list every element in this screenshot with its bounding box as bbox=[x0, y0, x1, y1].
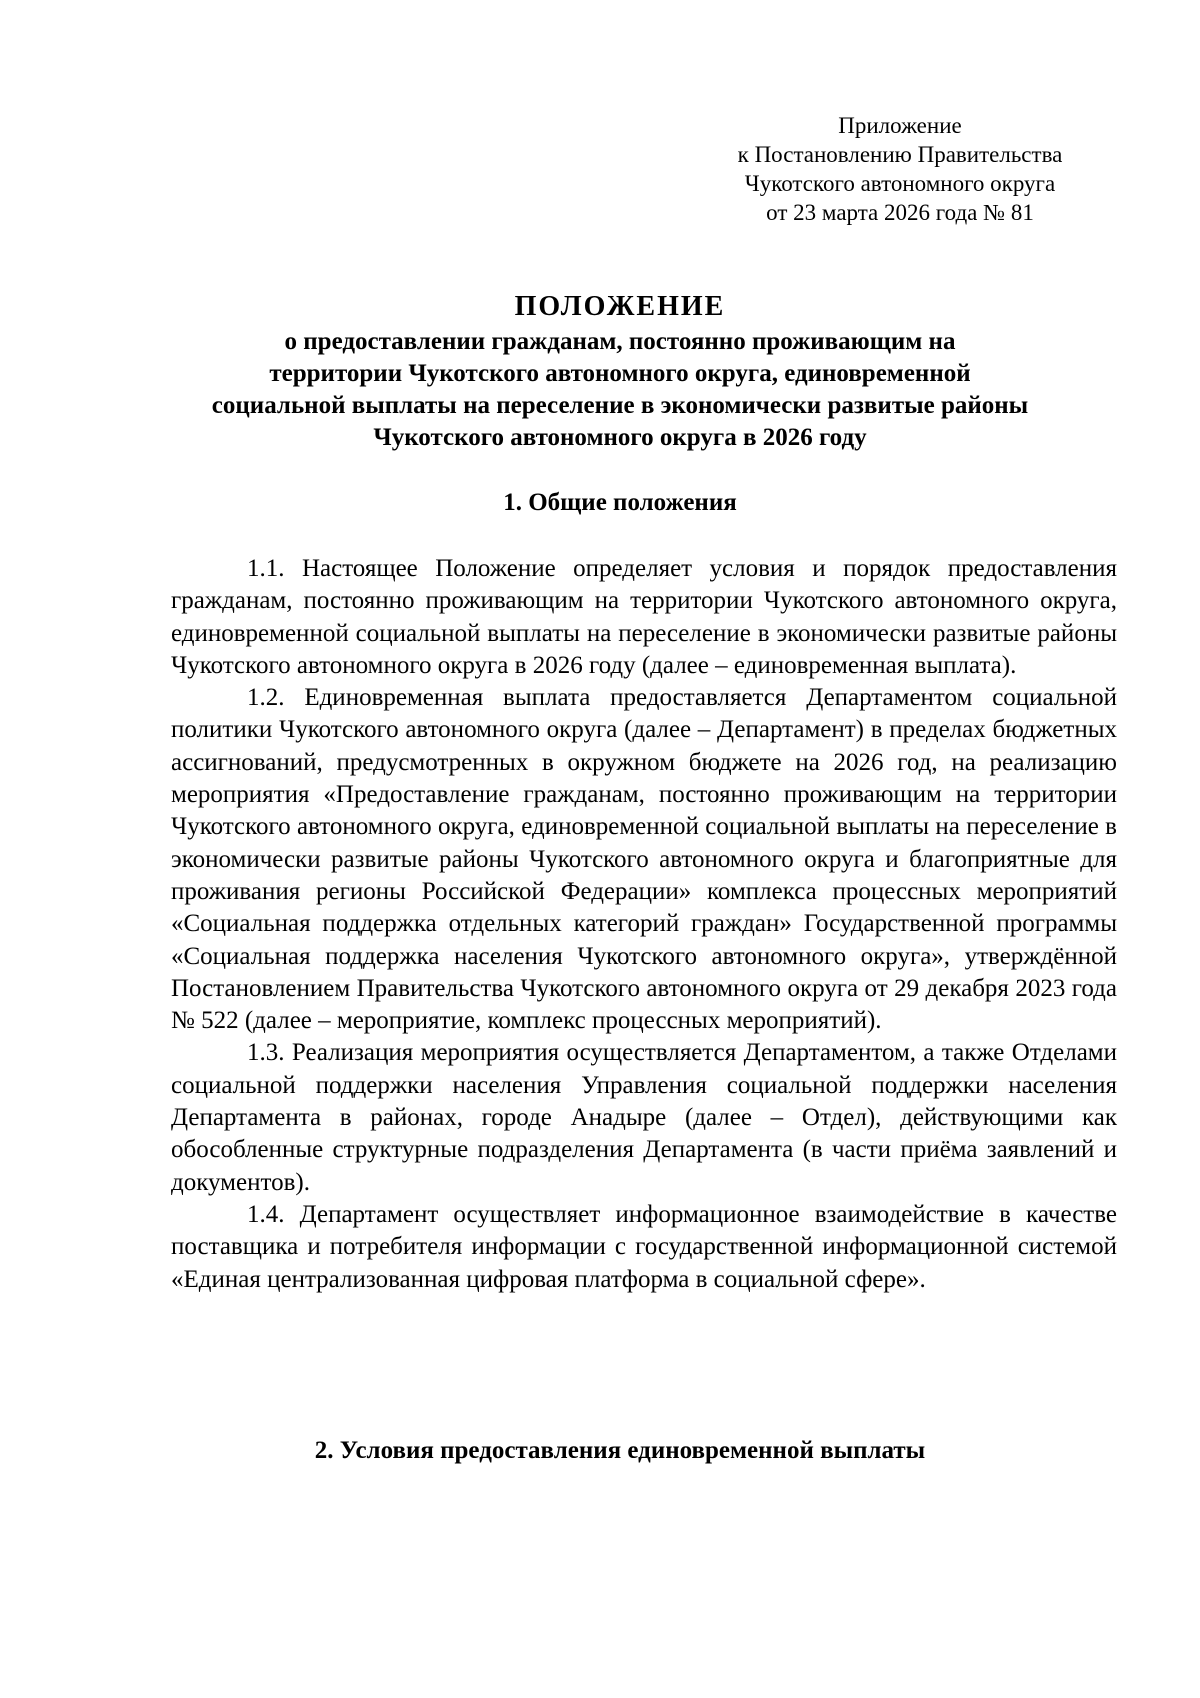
section-heading-conditions: 2. Условия предоставления единовременной выплаты bbox=[314, 1437, 926, 1464]
section-heading-general: 1. Общие положения bbox=[503, 489, 737, 516]
document-title-line: территории Чукотского автономного округа, единовременной bbox=[269, 360, 971, 387]
document-type: ПОЛОЖЕНИЕ bbox=[514, 291, 726, 322]
document-title-line: социальной выплаты на переселение в экономически развитые районы bbox=[211, 392, 1029, 419]
document-title-line: Чукотского автономного округа в 2026 году bbox=[373, 424, 867, 451]
appendix-line: от 23 марта 2026 года № 81 bbox=[766, 200, 1034, 225]
paragraph-1-1: 1.1. Настоящее Положение определяет условия и порядок предоставления гражданам, постоянно проживающим на территории Чукотского автономного округа, единовременной социальной выплаты на переселение в экономически развитые районы Чукотского автономного округа в 2026 году (далее – единовременная выплата). bbox=[171, 555, 1117, 679]
document-title bbox=[150, 326, 1090, 454]
appendix-line: Приложение bbox=[838, 113, 962, 138]
document-title-line: о предоставлении гражданам, постоянно проживающим на bbox=[284, 328, 956, 355]
appendix-block bbox=[720, 111, 1080, 227]
paragraph-1-2: 1.2. Единовременная выплата предоставляется Департаментом социальной политики Чукотского автономного округа (далее – Департамент) в пределах бюджетных ассигнований, предусмотренных в окружном бюджете на 2026 год, на реализацию мероприятия «Предоставление гражданам, постоянно проживающим на территории Чукотского автономного округа, единовременной социальной выплаты на переселение в экономически развитые районы Чукотского автономного округа и благоприятные для проживания регионы Российской Федерации» комплекса процессных мероприятий «Социальная поддержка отдельных категорий граждан» Государственной программы «Социальная поддержка населения Чукотского автономного округа», утверждённой Постановлением Правительства Чукотского автономного округа от 29 декабря 2023 года № 522 (далее – мероприятие, комплекс процессных мероприятий). bbox=[171, 684, 1117, 1035]
document-title-block bbox=[150, 290, 1090, 454]
section-body-general bbox=[171, 553, 1117, 1296]
appendix-line: Чукотского автономного округа bbox=[744, 171, 1056, 196]
appendix-line: к Постановлению Правительства bbox=[737, 142, 1063, 167]
paragraph-1-4: 1.4. Департамент осуществляет информационное взаимодействие в качестве поставщика и потребителя информации с государственной информационной системой «Единая централизованная цифровая платформа в социальной сфере». bbox=[171, 1200, 1117, 1293]
paragraph-1-3: 1.3. Реализация мероприятия осуществляется Департаментом, а также Отделами социальной поддержки населения Управления социальной поддержки населения Департамента в районах, городе Анадыре (далее – Отдел), действующими как обособленные структурные подразделения Департамента (в части приёма заявлений и документов). bbox=[171, 1039, 1117, 1196]
